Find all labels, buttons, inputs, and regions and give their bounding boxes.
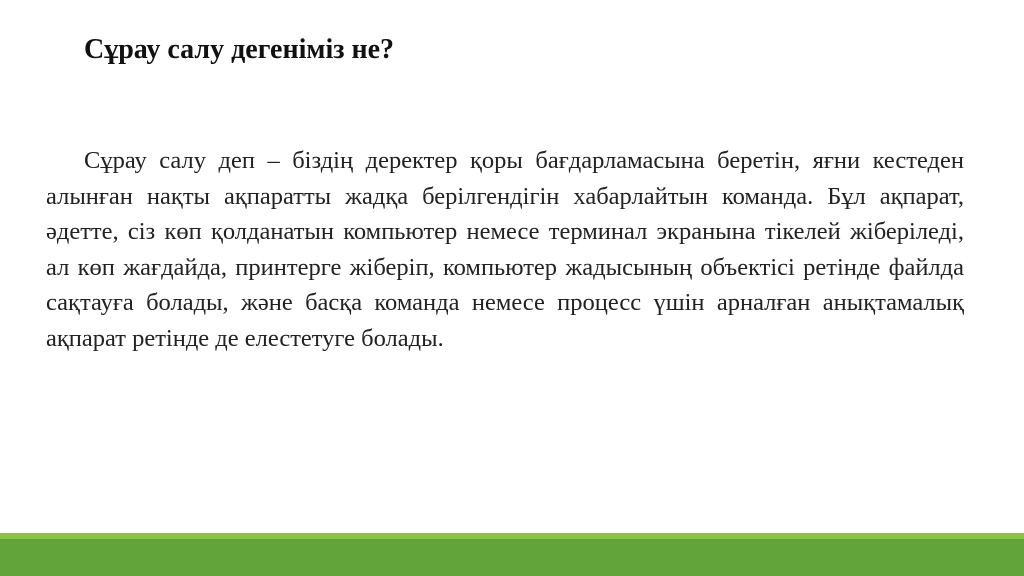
slide-body-text: Сұрау салу деп – біздің деректер қоры бағдарламасына беретін, яғни кестеден алынған нақты ақпаратты жадқа берілгендігін хабарлайтын команда. Бұл ақпарат, әдетте, сіз көп қолданатын компьютер немесе терминал экранына тікелей жіберіледі, ал көп жағдайда, принтерге жіберіп, компьютер жадысының объектісі ретінде файлда сақтауға болады, және басқа команда немесе процесс үшін арналған анықтамалық ақпарат ретінде де елестетуге болады. xyxy=(46,147,964,352)
slide-title: Сұрау салу дегеніміз не? xyxy=(84,34,395,65)
footer-bar xyxy=(0,539,1024,576)
